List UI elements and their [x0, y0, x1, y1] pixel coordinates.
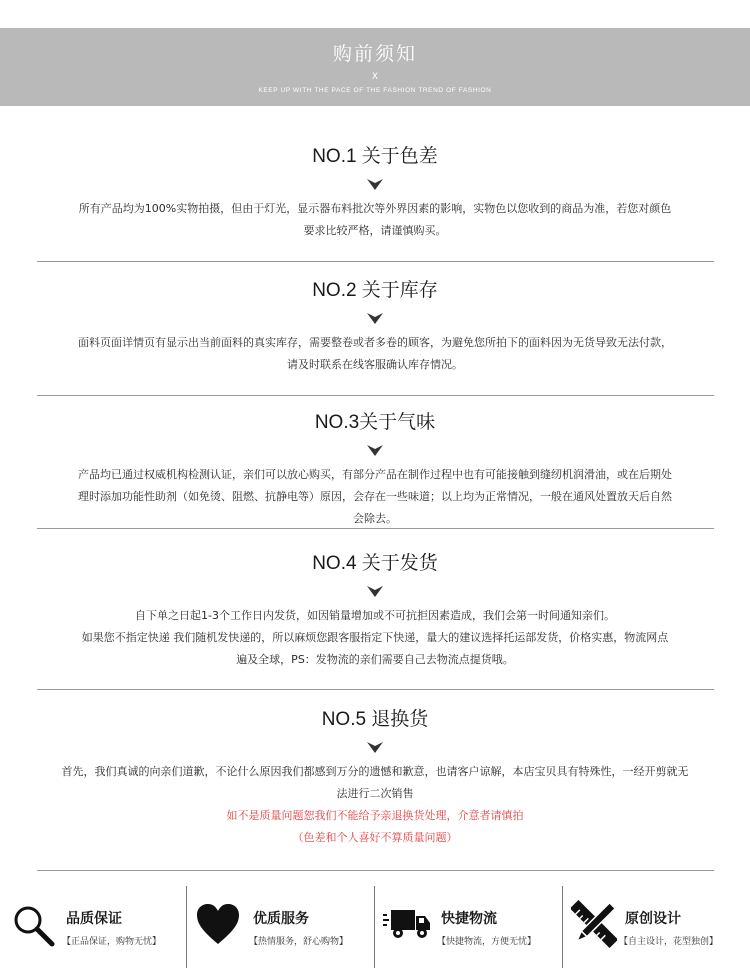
chevron-down-icon [367, 179, 383, 190]
heart-icon [195, 902, 241, 946]
banner-subtitle: KEEP UP WITH THE PACE OF THE FASHION TREND OF FASHION [258, 87, 492, 94]
section-title: NO.1 关于色差 [312, 146, 438, 167]
divider [37, 261, 714, 262]
section-inventory [0, 279, 750, 376]
section-line: 遍及全球，PS：发物流的亲们需要自己去物流点提货哦。 [236, 653, 514, 666]
feature-logistics [375, 886, 562, 968]
chevron-down-icon [367, 445, 383, 456]
header-banner [0, 28, 750, 106]
section-title: NO.5 退换货 [321, 709, 429, 730]
feature-subtitle: 【自主设计，花型独创】 [619, 937, 719, 947]
divider [37, 528, 714, 529]
feature-title: 优质服务 [253, 911, 309, 927]
magnifier-icon [12, 904, 56, 948]
section-body [0, 605, 750, 671]
section-line-warning: 如不是质量问题恕我们不能给予亲退换货处理，介意者请慎拍 [226, 809, 524, 822]
section-body [0, 464, 750, 530]
feature-title: 快捷物流 [441, 911, 497, 927]
feature-subtitle: 【正品保证，购物无忧】 [62, 937, 162, 947]
section-line: 面料页面详情页有显示出当前面料的真实库存，需要整卷或者多卷的顾客，为避免您所拍下的面料因为无货导致无法付款， [78, 336, 672, 349]
section-body [0, 198, 750, 242]
section-line-warning: （色差和个人喜好不算质量问题） [292, 831, 458, 844]
section-line: 自下单之日起1-3个工作日内发货，如因销量增加或不可抗拒因素造成，我们会第一时间通知亲们。 [135, 609, 615, 622]
section-returns [0, 708, 750, 849]
section-line: 如果您不指定快递 我们随机发快递的，所以麻烦您跟客服指定下快递，量大的建议选择托运部发货，价格实惠，物流网点 [81, 631, 669, 644]
section-shipping [0, 552, 750, 671]
section-line: 理时添加功能性助剂（如免烫、阻燃、抗静电等）原因，会存在一些味道；以上均为正常情况，一般在通风处置放天后自然 [78, 490, 672, 503]
section-line: 产品均已通过权威机构检测认证，亲们可以放心购买，有部分产品在制作过程中也有可能接触到缝纫机润滑油，或在后期处 [78, 468, 672, 481]
section-line: 会除去。 [353, 512, 397, 525]
feature-design [563, 886, 750, 968]
chevron-down-icon [367, 313, 383, 324]
section-body [0, 332, 750, 376]
divider [37, 689, 714, 690]
feature-subtitle: 【热情服务，舒心购物】 [249, 937, 349, 947]
truck-icon [383, 908, 431, 940]
section-title: NO.2 关于库存 [312, 280, 438, 301]
feature-subtitle: 【快捷物流，方便无忧】 [437, 937, 537, 947]
banner-title: 购前须知 [332, 43, 417, 65]
design-tools-icon [571, 900, 617, 948]
section-body [0, 761, 750, 849]
section-line: 要求比较严格，请谨慎购买。 [303, 224, 447, 237]
divider [37, 870, 714, 871]
chevron-down-icon [367, 586, 383, 597]
section-line: 请及时联系在线客服确认库存情况。 [287, 358, 463, 371]
feature-title: 品质保证 [66, 911, 122, 927]
section-title: NO.3关于气味 [314, 412, 436, 433]
section-color-difference [0, 145, 750, 242]
section-line: 法进行二次销售 [336, 787, 414, 800]
banner-x-mark: X [371, 72, 379, 82]
feature-title: 原创设计 [625, 911, 681, 927]
section-title: NO.4 关于发货 [312, 553, 438, 574]
feature-bar [0, 886, 750, 968]
feature-quality [0, 886, 186, 968]
section-line: 所有产品均为100%实物拍摄，但由于灯光，显示器布料批次等外界因素的影响，实物色以您收到的商品为准，若您对颜色 [78, 202, 672, 215]
feature-service [187, 886, 374, 968]
chevron-down-icon [367, 742, 383, 753]
section-odor [0, 411, 750, 530]
divider [37, 395, 714, 396]
section-line: 首先，我们真诚的向亲们道歉，不论什么原因我们都感到万分的遗憾和歉意，也请客户谅解，本店宝贝具有特殊性，一经开剪就无 [61, 765, 689, 778]
